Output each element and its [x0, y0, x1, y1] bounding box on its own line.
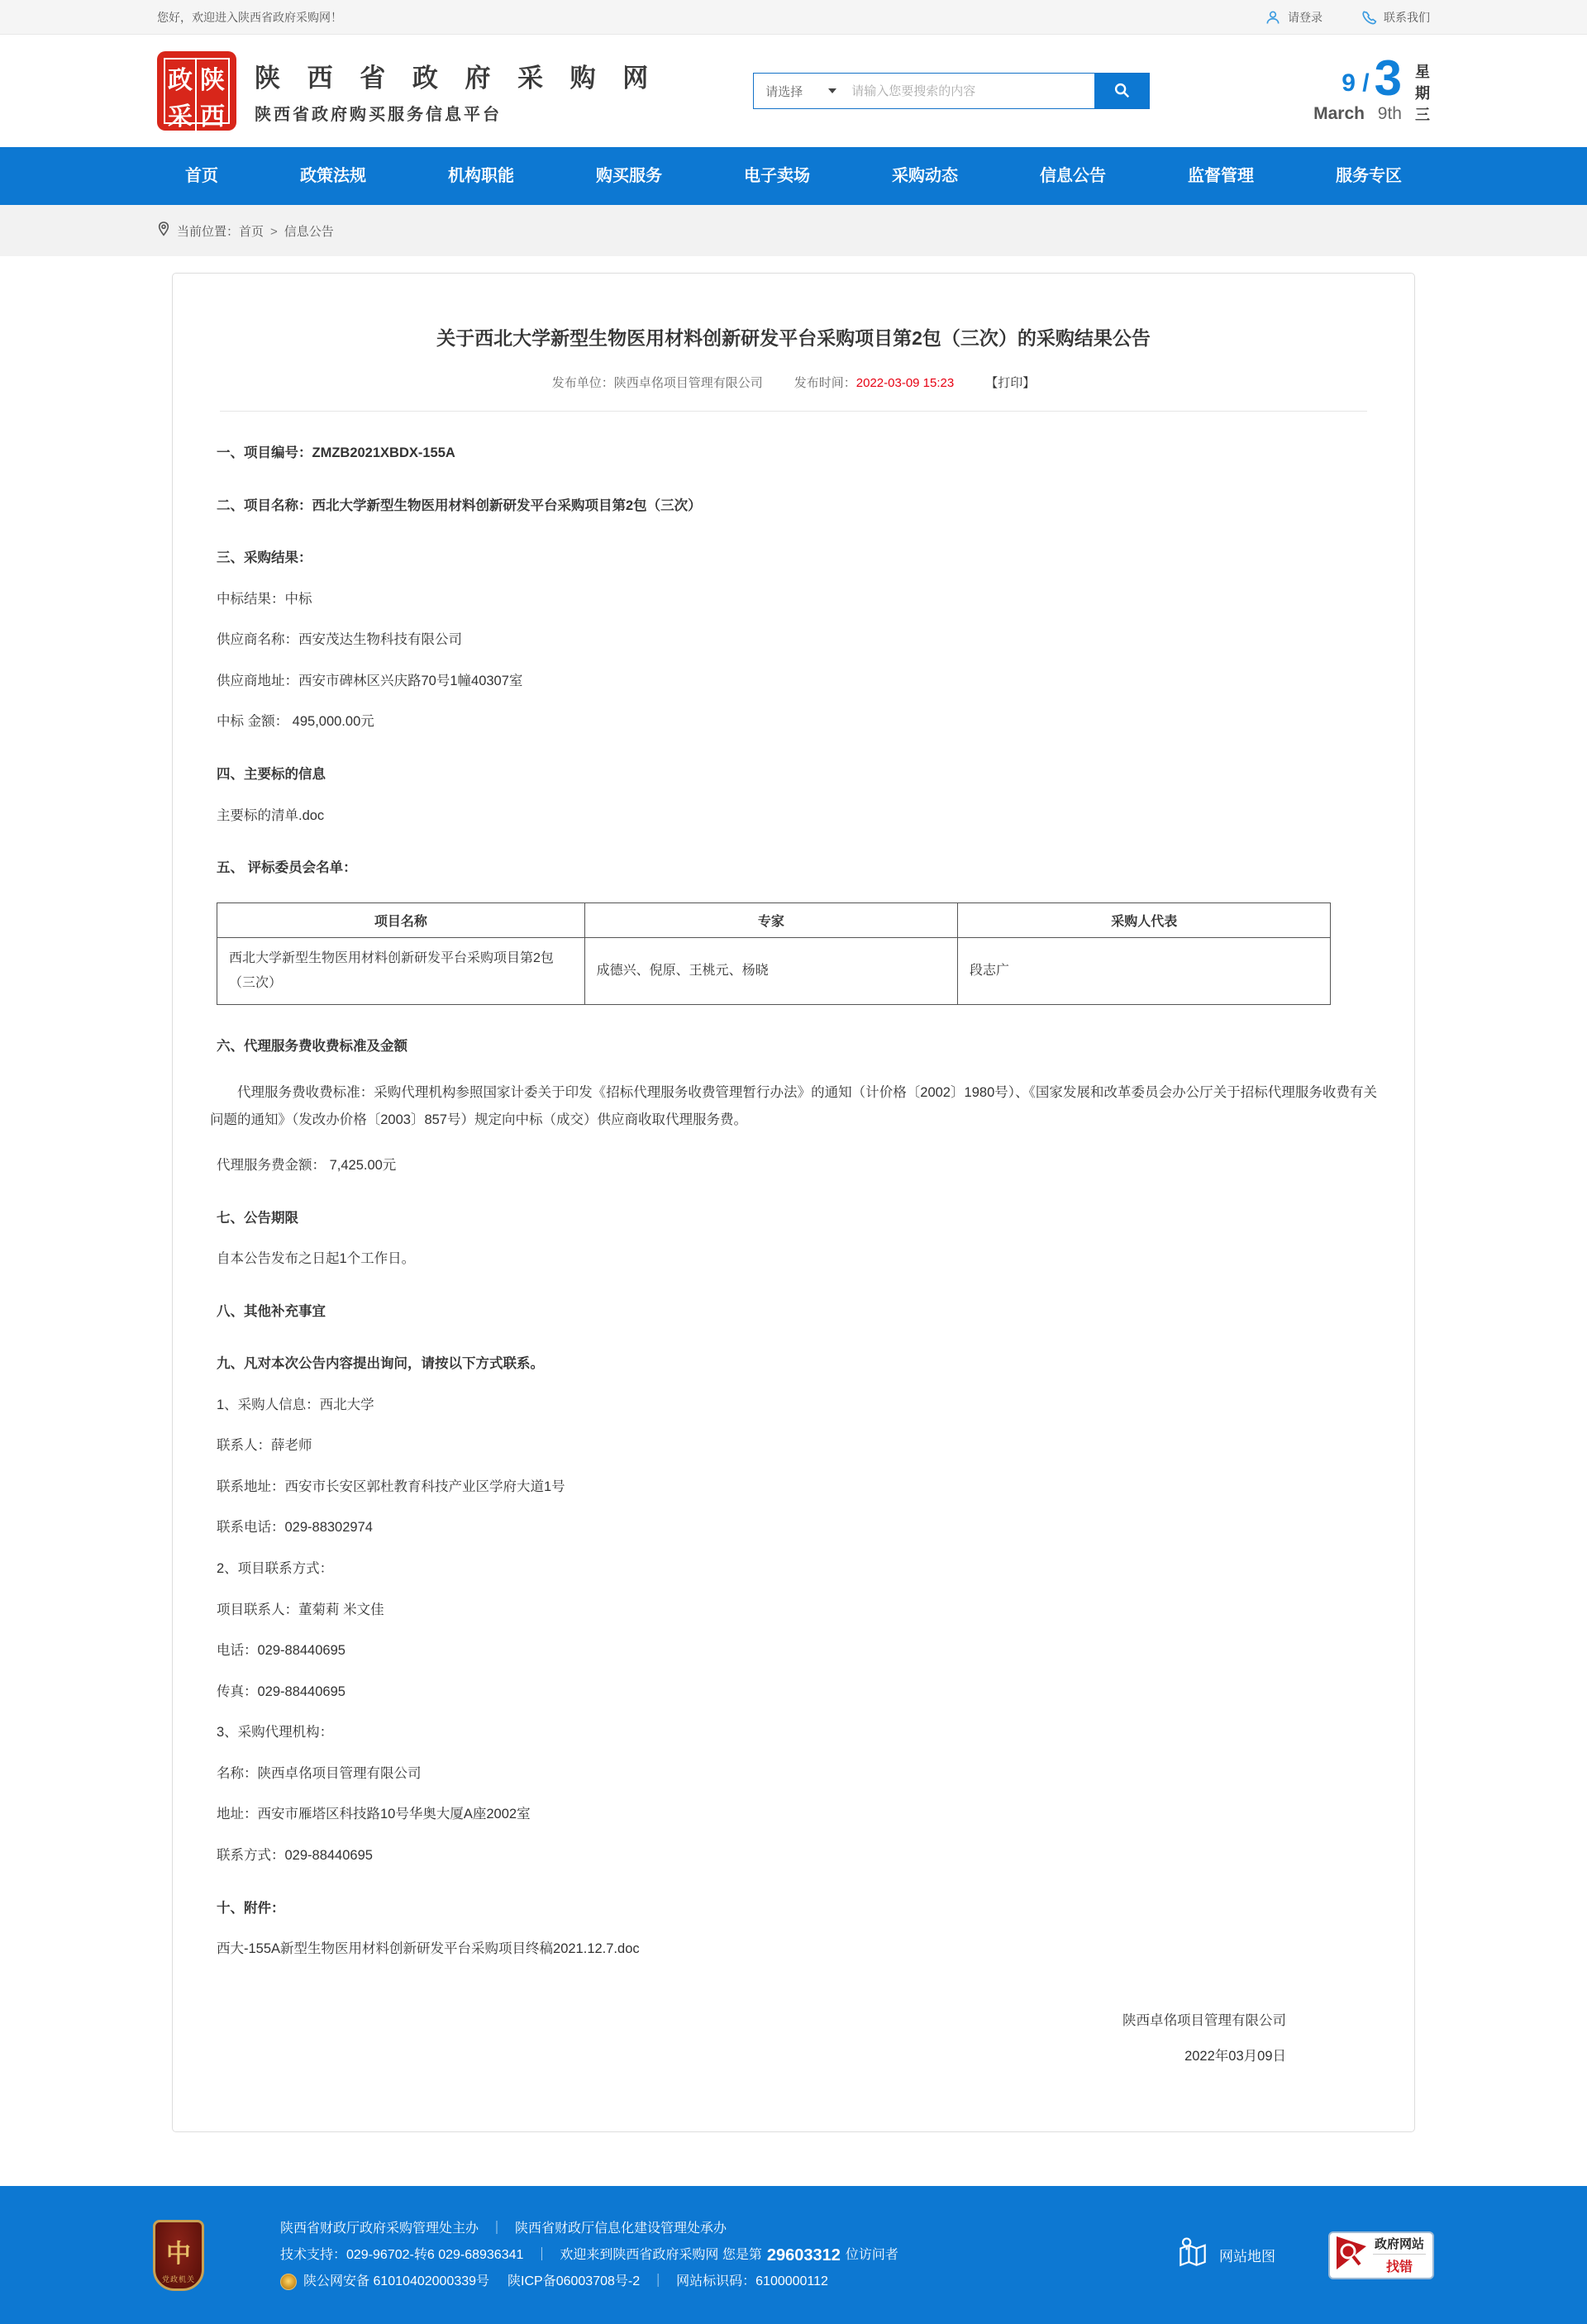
table-header: 项目名称 [217, 902, 585, 937]
signature-block [210, 2003, 1377, 2074]
article-indent: 代理服务费收费标准：采购代理机构参照国家计委关于印发《招标代理服务收费管理暂行办法》的通知（计价格〔2002〕1980号）、《国家发展和改革委员会办公厅关于招标代理服务收费有关问题的通知》（发改办价格〔2003〕857号）规定向中标（成交）供应商收取代理服务费。 [210, 1084, 1377, 1127]
article-heading: 二、项目名称：西北大学新型生物医用材料创新研发平台采购项目第2包（三次） [217, 498, 702, 513]
table-cell: 西北大学新型生物医用材料创新研发平台采购项目第2包（三次） [217, 937, 585, 1005]
footer-co-organizer: 陕西省财政厅信息化建设管理处承办 [515, 2221, 727, 2236]
nav-item-7[interactable]: 信息公告 [1040, 167, 1106, 185]
login-label: 请登录 [1288, 10, 1322, 24]
attachment-link-final-doc[interactable]: 西大-155A新型生物医用材料创新研发平台采购项目终稿2021.12.7.doc [217, 1941, 640, 1957]
footer-beian-row: 陕公网安备 61010402000339号 陕ICP备06003708号-2 ｜ 网站标识码：6100000112 [280, 2273, 898, 2291]
breadcrumb-label: 当前位置： [177, 224, 240, 239]
breadcrumb-item-1[interactable]: 首页 [239, 224, 264, 239]
article-text: 中标结果：中标 [217, 591, 312, 607]
welcome-text: 您好，欢迎进入陕西省政府采购网！ [157, 10, 342, 24]
article-heading: 五、 评标委员会名单： [217, 860, 357, 876]
site-subtitle: 陕西省政府购买服务信息平台 [255, 106, 502, 124]
article-text: 传真：029-88440695 [217, 1683, 346, 1699]
article-text: 联系人：薛老师 [217, 1438, 312, 1454]
main-content [0, 273, 1587, 2132]
main-nav [0, 147, 1587, 205]
article-text: 供应商名称：西安茂达生物科技有限公司 [217, 632, 462, 648]
nav-item-2[interactable]: 政策法规 [300, 167, 366, 185]
site-code-text: 网站标识码：6100000112 [676, 2274, 828, 2288]
announcement-card [172, 273, 1415, 2132]
site-footer [0, 2186, 1587, 2324]
publisher-text: 发布单位：陕西卓佲项目管理有限公司 [551, 376, 763, 390]
article-text: 电话：029-88440695 [217, 1643, 346, 1659]
article-heading: 八、其他补充事宜 [217, 1303, 326, 1319]
footer-visitor-suffix: 位访问者 [845, 2247, 898, 2262]
article-text: 名称：陕西卓佲项目管理有限公司 [217, 1765, 422, 1781]
seal-char: 政 [165, 60, 197, 96]
article-text: 中标 金额： 495,000.00元 [217, 714, 374, 730]
footer-organizer-row: 陕西省财政厅政府采购管理处主办 ｜ 陕西省财政厅信息化建设管理处承办 [280, 2220, 898, 2238]
date-weekday: 星 期 三 [1415, 63, 1430, 124]
publish-time-value: 2022-03-09 15:23 [855, 376, 955, 390]
sitemap-link[interactable] [1175, 2235, 1275, 2275]
print-button[interactable]: 【打印】 [985, 376, 1036, 390]
site-brand[interactable] [157, 51, 658, 131]
seal-char: 采 [165, 96, 197, 132]
table-cell: 段志广 [958, 937, 1331, 1005]
gov-site-error-report-badge[interactable] [1328, 2231, 1434, 2279]
article-heading: 七、公告期限 [217, 1210, 298, 1226]
sitemap-icon [1175, 2235, 1211, 2275]
footer-tech-support: 技术支持：029-96702-转6 029-68936341 [280, 2247, 524, 2262]
site-header [0, 35, 1587, 147]
nav-item-4[interactable]: 购买服务 [596, 167, 662, 185]
article-text: 项目联系人：董菊莉 米文佳 [217, 1602, 384, 1617]
article-text: 代理服务费金额： 7,425.00元 [217, 1157, 397, 1173]
location-pin-icon [157, 221, 177, 240]
article-heading: 三、采购结果： [217, 550, 312, 566]
footer-support-row: 技术支持：029-96702-转6 029-68936341 ｜ 欢迎来到陕西省政府采购网 您是第 29603312 位访问者 [280, 2244, 898, 2267]
nav-item-1[interactable]: 首页 [185, 167, 218, 185]
footer-organizer: 陕西省财政厅政府采购管理处主办 [280, 2221, 479, 2236]
user-icon [1265, 9, 1281, 26]
chevron-down-icon [828, 88, 836, 93]
government-emblem-badge: 中 党政机关 [153, 2220, 204, 2291]
nav-item-8[interactable]: 监督管理 [1188, 167, 1254, 185]
nav-item-3[interactable]: 机构职能 [448, 167, 514, 185]
gongan-beian-link[interactable]: 陕公网安备 61010402000339号 [303, 2274, 490, 2288]
search-button[interactable] [1094, 74, 1149, 108]
error-report-logo [1335, 2235, 1368, 2275]
date-ordinal: 9th [1377, 103, 1402, 123]
table-cell: 成德兴、倪原、王桃元、杨晓 [584, 937, 957, 1005]
date-big-number: 3 [1374, 50, 1402, 106]
article-heading: 十、附件： [217, 1900, 285, 1916]
article-text: 3、采购代理机构： [217, 1725, 334, 1741]
article-text: 联系方式：029-88440695 [217, 1847, 373, 1863]
topbar [0, 0, 1587, 35]
date-day-month: 9 / [1342, 69, 1370, 97]
article-text: 1、采购人信息：西北大学 [217, 1397, 374, 1412]
signature-company: 陕西卓佲项目管理有限公司 [1122, 2012, 1286, 2028]
article-heading: 九、凡对本次公告内容提出询问，请按以下方式联系。 [217, 1356, 544, 1372]
date-widget [1313, 50, 1430, 126]
phone-icon [1361, 9, 1377, 26]
nav-item-6[interactable]: 采购动态 [892, 167, 958, 185]
article-text: 自本公告发布之日起1个工作日。 [217, 1251, 416, 1267]
search-category-select[interactable] [754, 74, 846, 108]
login-link[interactable] [1265, 9, 1322, 26]
signature-date: 2022年03月09日 [1184, 2048, 1286, 2064]
sitemap-label: 网站地图 [1219, 2249, 1275, 2265]
breadcrumb-item-2: 信息公告 [284, 224, 334, 239]
article-heading: 六、代理服务费收费标准及金额 [217, 1039, 407, 1055]
visitor-count: 29603312 [766, 2245, 841, 2264]
table-row [217, 937, 1331, 1005]
site-title: 陕 西 省 政 府 采 购 网 [255, 64, 659, 93]
article-text: 地址：西安市雁塔区科技路10号华奥大厦A座2002室 [217, 1807, 531, 1822]
table-header: 专家 [584, 902, 957, 937]
search-bar [753, 73, 1150, 109]
article-text: 联系地址：西安市长安区郭杜教育科技产业区学府大道1号 [217, 1479, 565, 1494]
seal-char: 西 [200, 103, 225, 131]
attachment-link-main-list[interactable]: 主要标的清单.doc [217, 807, 325, 823]
search-icon [1113, 81, 1131, 102]
search-input[interactable] [846, 74, 1094, 108]
article-body [210, 443, 1377, 1960]
seal-char: 陕 [200, 67, 225, 94]
icp-beian-link[interactable]: 陕ICP备06003708号-2 [508, 2274, 641, 2288]
breadcrumb [0, 205, 1587, 256]
article-text: 供应商地址：西安市碑林区兴庆路70号1幢40307室 [217, 673, 523, 688]
nav-item-9[interactable]: 服务专区 [1336, 167, 1402, 185]
page-title: 关于西北大学新型生物医用材料创新研发平台采购项目第2包（三次）的采购结果公告 [436, 327, 1151, 349]
committee-table [217, 902, 1331, 1006]
date-month-name: March [1313, 103, 1365, 123]
error-report-line1: 政府网站 [1374, 2237, 1424, 2252]
contact-link[interactable] [1361, 9, 1430, 26]
footer-visitor-prefix: 欢迎来到陕西省政府采购网 您是第 [560, 2247, 762, 2262]
article-heading: 一、项目编号：ZMZB2021XBDX-155A [217, 445, 455, 460]
article-text: 2、项目联系方式： [217, 1561, 334, 1577]
article-meta [220, 374, 1367, 412]
nav-item-5[interactable]: 电子卖场 [744, 167, 810, 185]
public-security-badge-icon [280, 2274, 297, 2290]
publish-time-text: 发布时间：2022-03-09 15:23 [794, 376, 955, 390]
article-text: 联系电话：029-88302974 [217, 1520, 373, 1536]
breadcrumb-separator: > [270, 224, 278, 239]
site-logo [157, 51, 236, 131]
error-report-line2: 找错 [1373, 2254, 1426, 2275]
search-select-label: 请选择 [765, 84, 803, 99]
article-heading: 四、主要标的信息 [217, 766, 326, 782]
table-header: 采购人代表 [958, 902, 1331, 937]
contact-label: 联系我们 [1384, 10, 1430, 24]
